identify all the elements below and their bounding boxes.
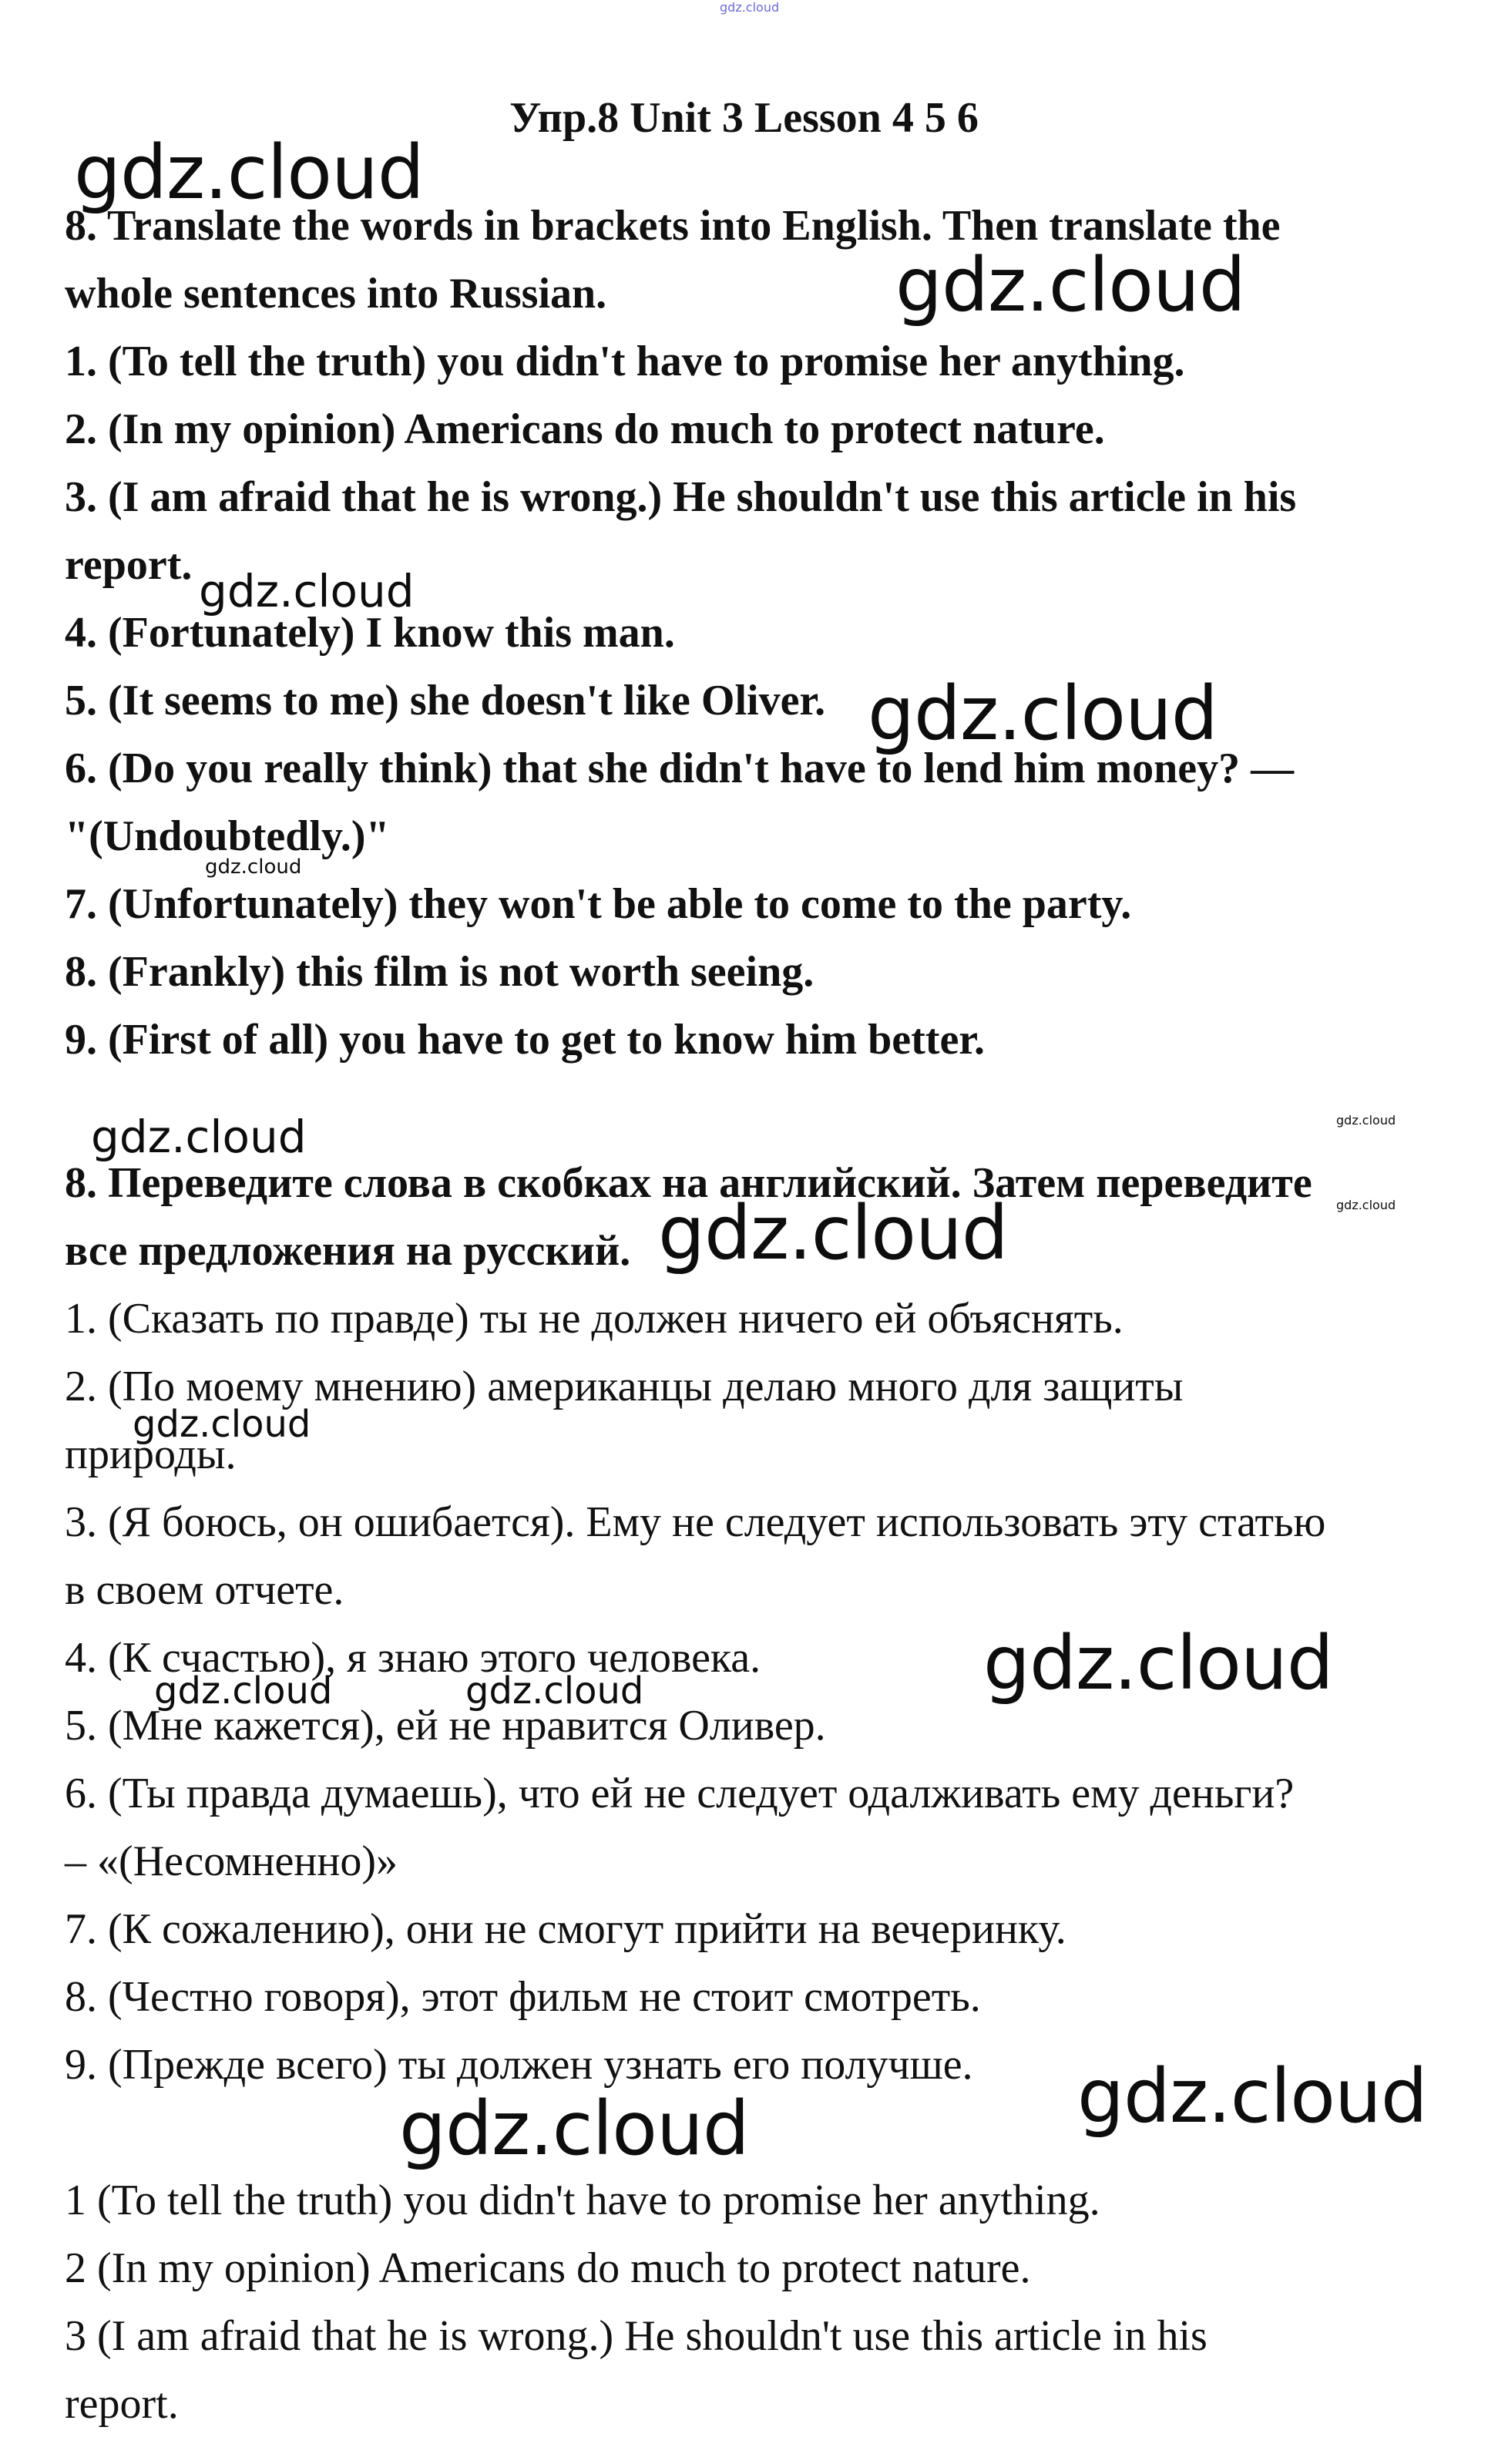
english-sentence-9: 9. (First of all) you have to get to know him better. [65, 1016, 986, 1064]
watermark: gdz.cloud [399, 2086, 749, 2172]
answer-2: 2 (In my opinion) Americans do much to protect nature. [65, 2244, 1031, 2292]
watermark: gdz.cloud [154, 1669, 333, 1713]
russian-sentence-2-line-1: 2. (По моему мнению) американцы делаю много для защиты [65, 1363, 1184, 1410]
watermark: gdz.cloud [199, 565, 415, 617]
russian-task-line-1: 8. Переведите слова в скобках на английский. Затем переведите [65, 1159, 1312, 1207]
watermark: gdz.cloud [1336, 1113, 1396, 1128]
english-sentence-3-line-1: 3. (I am afraid that he is wrong.) He shouldn't use this article in his [65, 473, 1297, 521]
watermark: gdz.cloud [91, 1111, 307, 1163]
page-title: Упр.8 Unit 3 Lesson 4 5 6 [509, 94, 979, 142]
watermark: gdz.cloud [133, 1403, 311, 1446]
russian-sentence-6-line-2: – «(Несомненно)» [65, 1837, 398, 1885]
watermark-top: gdz.cloud [720, 0, 780, 15]
answer-3-line-2: report. [65, 2380, 179, 2428]
russian-sentence-8: 8. (Честно говоря), этот фильм не стоит смотреть. [65, 1973, 981, 2021]
russian-sentence-2-line-2: природы. [65, 1430, 237, 1478]
english-sentence-4: 4. (Fortunately) I know this man. [65, 609, 675, 657]
watermark: gdz.cloud [205, 856, 302, 879]
russian-sentence-4: 4. (К счастью), я знаю этого человека. [65, 1634, 761, 1682]
watermark: gdz.cloud [658, 1190, 1008, 1276]
english-sentence-6-line-2: "(Undoubtedly.)" [65, 812, 390, 860]
russian-sentence-5: 5. (Мне кажется), ей не нравится Оливер. [65, 1702, 826, 1750]
english-task-line-2: whole sentences into Russian. [65, 270, 607, 318]
english-sentence-3-line-2: report. [65, 541, 193, 589]
watermark: gdz.cloud [74, 129, 424, 216]
watermark: gdz.cloud [895, 242, 1245, 328]
english-sentence-6-line-1: 6. (Do you really think) that she didn't have to lend him money? — [65, 745, 1295, 792]
russian-sentence-3-line-1: 3. (Я боюсь, он ошибается). Ему не следует использовать эту статью [65, 1498, 1326, 1546]
english-sentence-8: 8. (Frankly) this film is not worth seeing. [65, 948, 815, 996]
english-sentence-2: 2. (In my opinion) Americans do much to protect nature. [65, 405, 1105, 453]
russian-sentence-6-line-1: 6. (Ты правда думаешь), что ей не следует одалживать ему деньги? [65, 1770, 1295, 1817]
english-sentence-7: 7. (Unfortunately) they won't be able to come to the party. [65, 880, 1132, 928]
russian-sentence-1: 1. (Сказать по правде) ты не должен ничего ей объяснять. [65, 1295, 1124, 1343]
watermark: gdz.cloud [1336, 1198, 1396, 1212]
answer-3-line-1: 3 (I am afraid that he is wrong.) He shouldn't use this article in his [65, 2312, 1208, 2360]
russian-task-line-2: все предложения на русский. [65, 1227, 631, 1275]
answer-1: 1 (To tell the truth) you didn't have to promise her anything. [65, 2177, 1100, 2224]
english-sentence-5: 5. (It seems to me) she doesn't like Oliver. [65, 677, 826, 724]
watermark: gdz.cloud [983, 1620, 1333, 1706]
watermark: gdz.cloud [465, 1669, 644, 1713]
russian-sentence-9: 9. (Прежде всего) ты должен узнать его получше. [65, 2041, 973, 2089]
watermark: gdz.cloud [868, 671, 1218, 757]
english-task-line-1: 8. Translate the words in brackets into English. Then translate the [65, 202, 1281, 250]
english-sentence-1: 1. (To tell the truth) you didn't have to promise her anything. [65, 338, 1185, 385]
watermark: gdz.cloud [1077, 2053, 1427, 2140]
russian-sentence-7: 7. (К сожалению), они не смогут прийти на вечеринку. [65, 1905, 1066, 1953]
russian-sentence-3-line-2: в своем отчете. [65, 1566, 344, 1614]
